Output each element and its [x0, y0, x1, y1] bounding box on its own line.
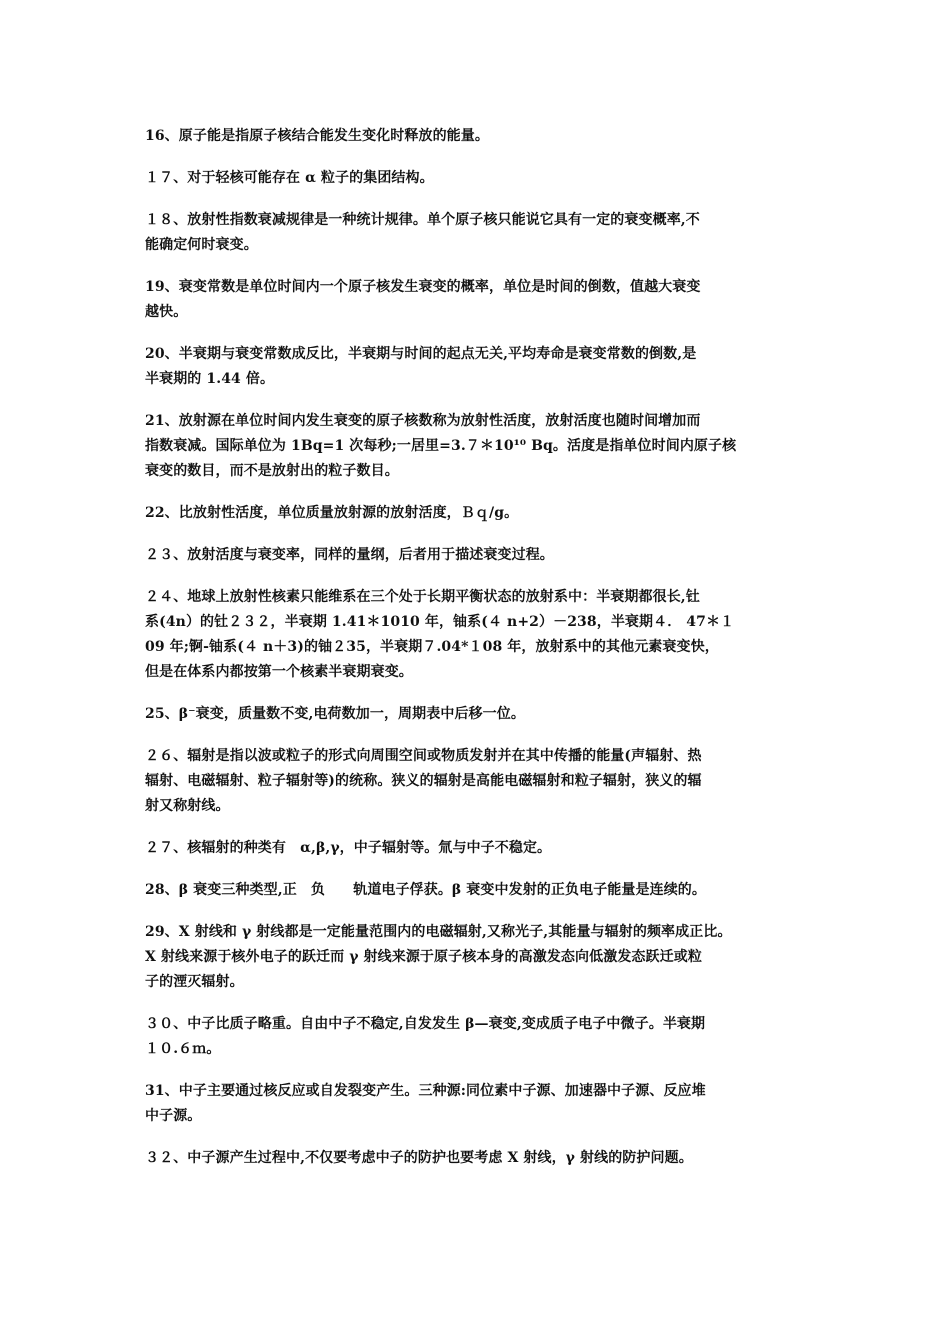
- paragraph-line: 指数衰减。国际单位为 1Bq=1 次每秒;一居里=3.７＊10¹⁰ Bq。活度是指单位时间内原子核: [145, 438, 737, 454]
- paragraph-line: ３０、中子比质子略重。自由中子不稳定,自发发生 β—衰变,变成质子电子中微子。半衰期: [145, 1016, 706, 1032]
- paragraph-line: 越快。: [145, 304, 188, 320]
- paragraph-line: 22、比放射性活度，单位质量放射源的放射活度，Ｂｑ/g。: [145, 505, 519, 521]
- paragraph: [145, 342, 820, 392]
- paragraph: [145, 501, 820, 526]
- paragraph-line: ２６、辐射是指以波或粒子的形式向周围空间或物质发射并在其中传播的能量(声辐射、热: [145, 748, 702, 764]
- paragraph: [145, 702, 820, 727]
- paragraph-line: 但是在体系内都按第一个核素半衰期衰变。: [145, 664, 413, 680]
- paragraph: [145, 1146, 820, 1171]
- paragraph-line: 09 年;锕-铀系(４ n＋3)的铀２35，半衰期７.04*１08 年，放射系中的其他元素衰变快，: [145, 639, 719, 655]
- paragraph-line: 衰变的数目，而不是放射出的粒子数目。: [145, 463, 399, 479]
- paragraph-line: 子的湮灭辐射。: [145, 974, 244, 990]
- paragraph: [145, 836, 820, 861]
- paragraph: [145, 543, 820, 568]
- paragraph: [145, 878, 820, 903]
- paragraph-line: 16、原子能是指原子核结合能发生变化时释放的能量。: [145, 128, 489, 144]
- paragraph-line: 31、中子主要通过核反应或自发裂变产生。三种源:同位素中子源、加速器中子源、反应堆: [145, 1083, 706, 1099]
- paragraph-line: 20、半衰期与衰变常数成反比，半衰期与时间的起点无关,平均寿命是衰变常数的倒数,是: [145, 346, 697, 362]
- paragraph-line: 29、X 射线和 γ 射线都是一定能量范围内的电磁辐射,又称光子,其能量与辐射的频率成正比。: [145, 924, 732, 940]
- paragraph-line: 19、衰变常数是单位时间内一个原子核发生衰变的概率，单位是时间的倒数，值越大衰变: [145, 279, 701, 295]
- paragraph-line: X 射线来源于核外电子的跃迁而 γ 射线来源于原子核本身的高激发态向低激发态跃迁或粒: [145, 949, 702, 965]
- paragraph: [145, 585, 820, 685]
- paragraph-line: ２３、放射活度与衰变率，同样的量纲，后者用于描述衰变过程。: [145, 547, 554, 563]
- paragraph-line: 中子源。: [145, 1108, 202, 1124]
- paragraph-line: 25、β⁻衰变，质量数不变,电荷数加一，周期表中后移一位。: [145, 706, 525, 722]
- paragraph: [145, 744, 820, 819]
- paragraph: [145, 409, 820, 484]
- paragraph-line: １７、对于轻核可能存在 α 粒子的集团结构。: [145, 170, 434, 186]
- paragraph: [145, 1012, 820, 1062]
- paragraph-line: 辐射、电磁辐射、粒子辐射等)的统称。狭义的辐射是高能电磁辐射和粒子辐射，狭义的辐: [145, 773, 702, 789]
- paragraph-line: 21、放射源在单位时间内发生衰变的原子核数称为放射性活度，放射活度也随时间增加而: [145, 413, 701, 429]
- paragraph: [145, 1079, 820, 1129]
- paragraph: [145, 166, 820, 191]
- paragraph-line: 能确定何时衰变。: [145, 237, 258, 253]
- paragraph-line: 射又称射线。: [145, 798, 230, 814]
- paragraph: [145, 920, 820, 995]
- paragraph-line: １０.６ｍ。: [145, 1041, 221, 1057]
- paragraph-line: 28、β 衰变三种类型,正 负 轨道电子俘获。β 衰变中发射的正负电子能量是连续的。: [145, 882, 706, 898]
- paragraph: [145, 208, 820, 258]
- paragraph: [145, 124, 820, 149]
- paragraph-line: ２７、核辐射的种类有 α,β,γ，中子辐射等。氚与中子不稳定。: [145, 840, 552, 856]
- paragraph-line: 半衰期的 1.44 倍。: [145, 371, 275, 387]
- paragraph-line: ３２、中子源产生过程中,不仅要考虑中子的防护也要考虑 X 射线，γ 射线的防护问题。: [145, 1150, 693, 1166]
- document-body: [145, 124, 820, 1188]
- paragraph-line: １８、放射性指数衰减规律是一种统计规律。单个原子核只能说它具有一定的衰变概率,不: [145, 212, 700, 228]
- paragraph: [145, 275, 820, 325]
- paragraph-line: 系(4n）的钍２３２，半衰期 1.41＊1010 年，铀系(４ n+2）－238，半衰期４． 47＊１: [145, 614, 735, 630]
- paragraph-line: ２４、地球上放射性核素只能维系在三个处于长期平衡状态的放射系中：半衰期都很长,钍: [145, 589, 700, 605]
